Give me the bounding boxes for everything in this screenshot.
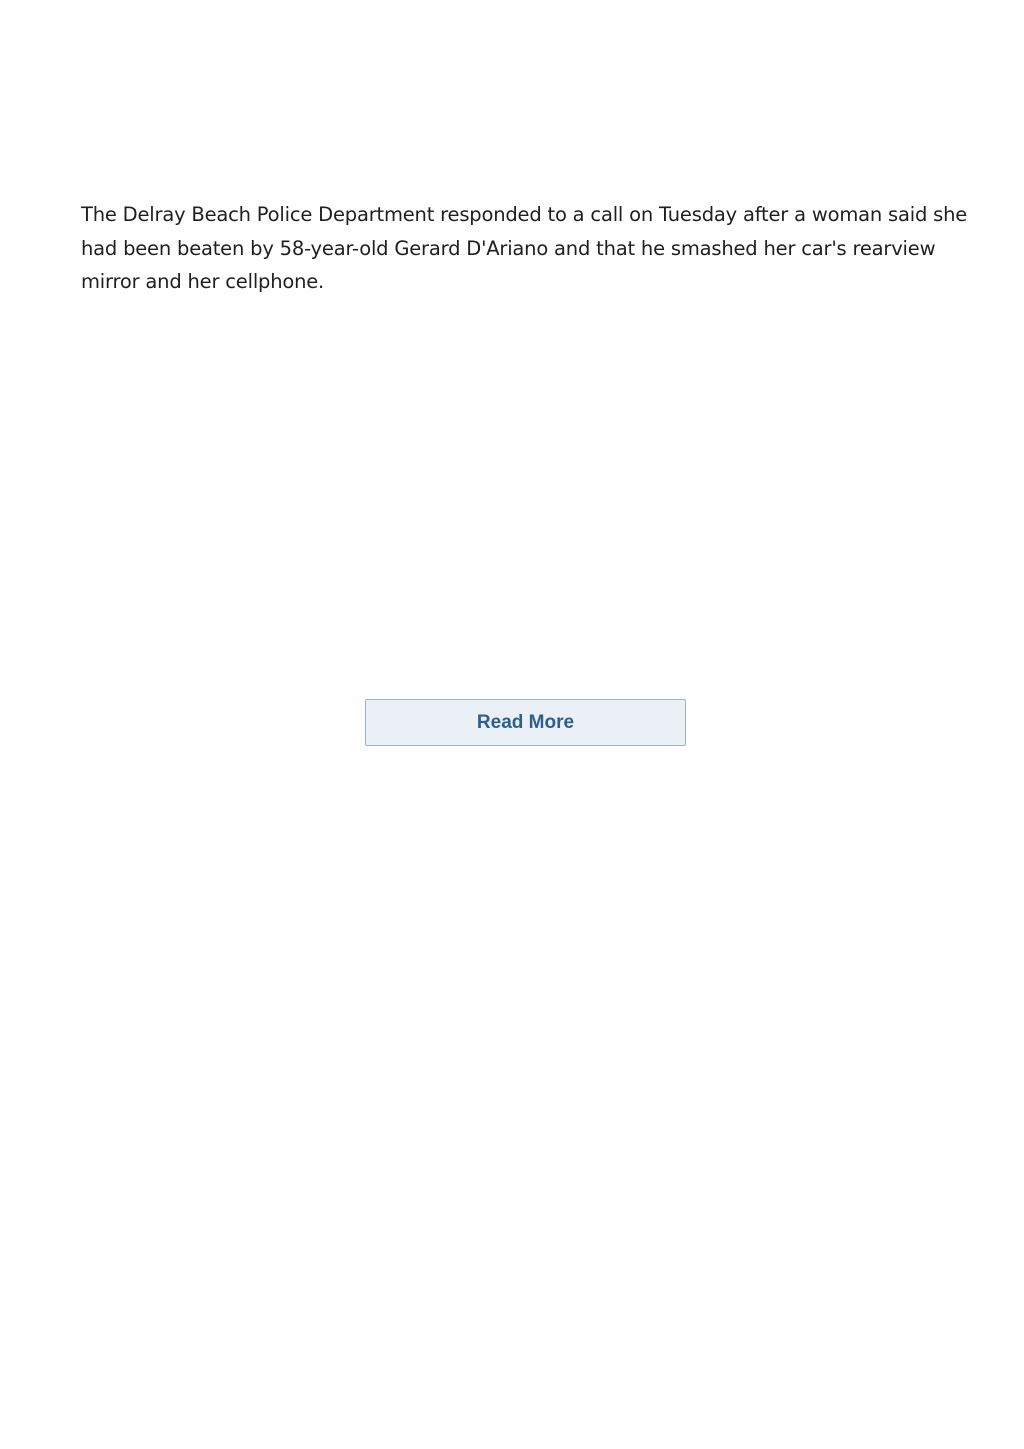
article-paragraph: The Delray Beach Police Department responded to a call on Tuesday after a woman said she had been beaten by 58-year-old Gerard D'Ariano and that he smashed her car's rearview mirror and her cellphone. [81, 203, 968, 293]
read-more-label: Read More [476, 711, 575, 733]
read-more-button[interactable] [365, 699, 686, 746]
